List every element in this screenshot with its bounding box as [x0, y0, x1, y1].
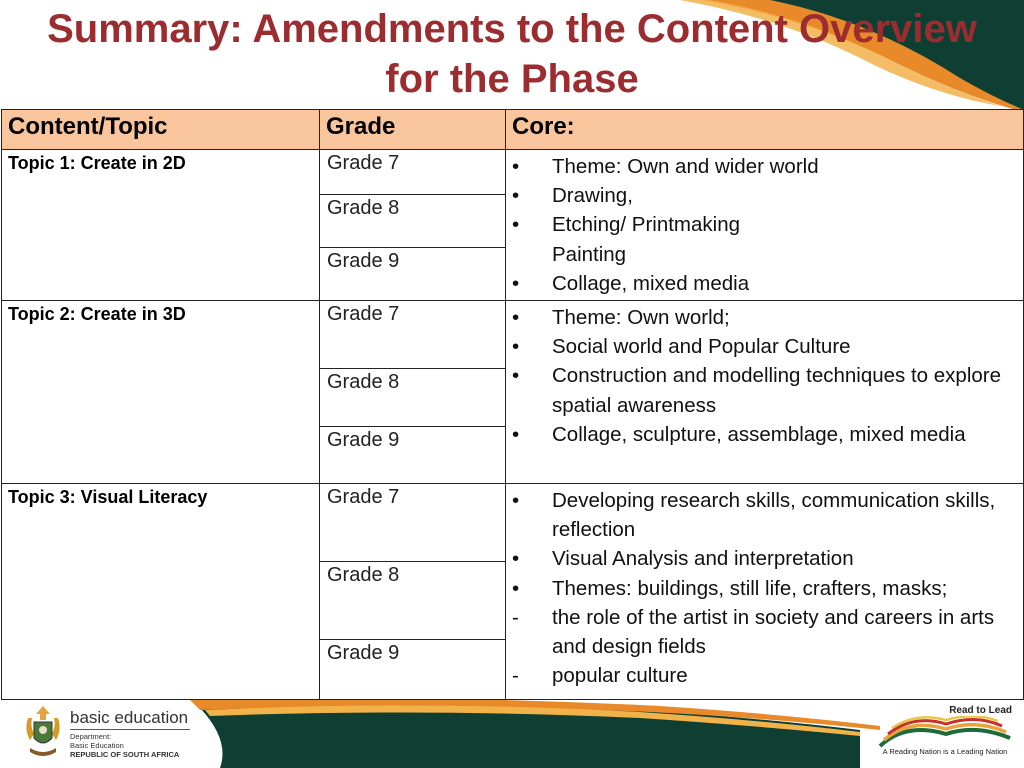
grade-cell: Grade 7	[320, 301, 506, 369]
department-logo-line: Department:	[70, 732, 112, 741]
core-list-item	[510, 303, 1019, 332]
core-list-item	[510, 332, 1019, 361]
topic-cell: Topic 2: Create in 3D	[2, 301, 320, 484]
column-header-grade: Grade	[320, 110, 506, 150]
column-header-core: Core:	[506, 110, 1024, 150]
bullet-marker: •	[512, 213, 520, 237]
core-cell	[506, 150, 1024, 301]
core-list-item	[510, 544, 1019, 573]
core-item-text: Theme: Own and wider world	[552, 155, 819, 178]
core-item-text: Social world and Popular Culture	[552, 335, 851, 359]
slide-title-line-2: for the Phase	[385, 57, 639, 101]
coat-of-arms-icon	[22, 704, 64, 760]
topic-cell: Topic 1: Create in 2D	[2, 150, 320, 301]
core-cell	[506, 301, 1024, 484]
core-list-item	[510, 603, 1019, 661]
bullet-marker: •	[512, 422, 520, 446]
table-row	[2, 484, 1024, 562]
read-to-lead-logo	[872, 704, 1018, 762]
grade-cell: Grade 8	[320, 195, 506, 248]
core-item-text: Developing research skills, communication skills, reflection	[552, 489, 996, 542]
core-cell	[506, 484, 1024, 700]
core-list-item	[510, 152, 1019, 181]
column-header-content-topic: Content/Topic	[2, 110, 320, 150]
core-item-text: popular culture	[552, 664, 688, 688]
core-list-item	[510, 420, 1019, 449]
bullet-marker: •	[512, 547, 520, 571]
grade-cell: Grade 9	[320, 427, 506, 484]
grade-cell: Grade 8	[320, 369, 506, 427]
department-logo-name: basic education	[70, 708, 189, 727]
topic-cell: Topic 3: Visual Literacy	[2, 484, 320, 700]
content-overview-table	[1, 109, 1024, 700]
core-list-item	[510, 210, 1019, 239]
grade-cell: Grade 9	[320, 640, 506, 700]
department-logo-line: REPUBLIC OF SOUTH AFRICA	[70, 750, 180, 759]
book-pages-icon	[876, 716, 1014, 748]
bullet-marker: •	[512, 335, 520, 359]
core-list	[510, 486, 1019, 690]
core-list-item	[510, 361, 1019, 419]
grade-cell: Grade 8	[320, 562, 506, 640]
read-to-lead-title: Read to Lead	[949, 705, 1012, 716]
core-list-item	[510, 574, 1019, 603]
core-item-text: the role of the artist in society and careers in arts and design fields	[552, 605, 995, 659]
core-item-text: Collage, mixed media	[552, 271, 750, 295]
department-logo-divider	[70, 729, 190, 730]
core-item-text: Painting	[552, 242, 627, 266]
core-item-text: Themes: buildings, still life, crafters, masks;	[552, 576, 948, 600]
bullet-marker: •	[512, 489, 520, 512]
core-list-item	[510, 661, 1019, 690]
core-list	[510, 303, 1019, 449]
bullet-marker: -	[512, 605, 519, 629]
table-row	[2, 150, 1024, 195]
core-item-text: Construction and modelling techniques to explore spatial awareness	[552, 364, 1001, 417]
core-item-text: Etching/ Printmaking	[552, 213, 741, 237]
core-item-text: Visual Analysis and interpretation	[552, 547, 854, 571]
read-to-lead-tagline: A Reading Nation is a Leading Nation	[882, 747, 1008, 756]
core-list-item	[510, 269, 1019, 298]
bullet-marker: •	[512, 184, 520, 208]
bullet-marker: •	[512, 576, 520, 600]
bullet-marker: •	[512, 271, 520, 295]
bullet-marker: •	[512, 306, 520, 329]
core-list-item	[510, 181, 1019, 210]
slide-title-line-1: Summary: Amendments to the Content Overview	[47, 7, 977, 51]
department-logo-line: Basic Education	[70, 741, 124, 750]
core-list-item	[510, 240, 1019, 269]
slide-title	[0, 4, 1024, 104]
core-list-item	[510, 486, 1019, 544]
bullet-marker: •	[512, 155, 520, 178]
bullet-marker: -	[512, 664, 519, 688]
department-logo	[18, 704, 198, 760]
table-header-row	[2, 110, 1024, 150]
grade-cell: Grade 7	[320, 484, 506, 562]
grade-cell: Grade 7	[320, 150, 506, 195]
core-item-text: Collage, sculpture, assemblage, mixed media	[552, 422, 966, 446]
bullet-marker: •	[512, 364, 520, 388]
core-item-text: Theme: Own world;	[552, 306, 730, 329]
grade-cell: Grade 9	[320, 248, 506, 301]
core-item-text: Drawing,	[552, 184, 633, 208]
table-row	[2, 301, 1024, 369]
core-list	[510, 152, 1019, 298]
